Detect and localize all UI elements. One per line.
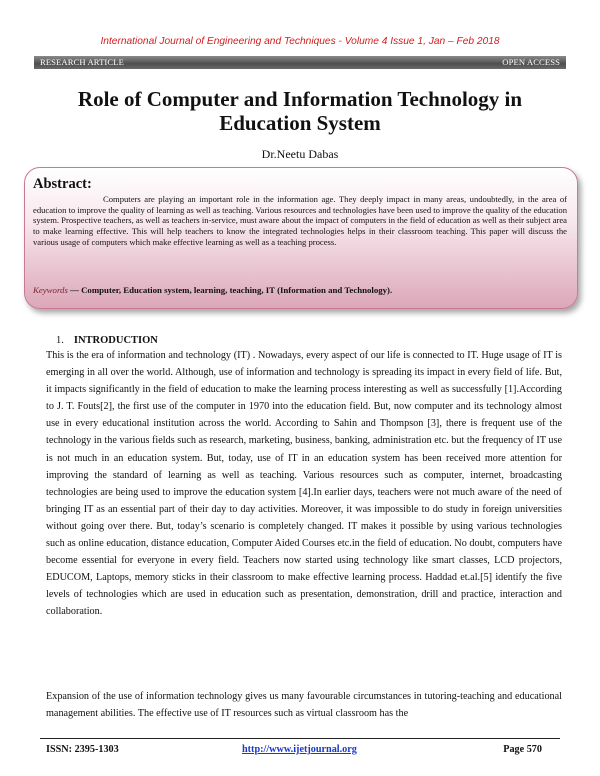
paper-title: Role of Computer and Information Technology in Education System — [77, 87, 523, 135]
keywords-text: Computer, Education system, learning, teaching, IT (Information and Technology). — [81, 285, 393, 295]
abstract-text: Computers are playing an important role in the information age. They deeply impact in many areas, undoubtedly, in the area of education to improve the quality of learning as well as teaching. Various resources and technologies have been used to improve the quality of the education system. Prospective teachers, as well as teachers in-service, must aware about the impact of computers in the field of education as well as their subject area to make learning effective. This will help teachers to know the integrated technologies helps in their classroom teaching. This paper will discuss the various usage of computers which make effective learning as well as a teaching process. — [33, 194, 567, 247]
journal-header: International Journal of Engineering and Techniques - Volume 4 Issue 1, Jan – Feb 2018 — [100, 36, 500, 47]
footer-journal-link[interactable]: http://www.ijetjournal.org — [242, 744, 357, 755]
author-name: Dr.Neetu Dabas — [261, 147, 339, 161]
abstract-heading: Abstract: — [33, 176, 92, 192]
article-type-bar — [34, 56, 566, 69]
body-paragraph: This is the era of information and technology (IT) . Nowadays, every aspect of our life is connected to IT. Huge usage of IT is emerging in all over the world. Although, use of information and technology is spreading its impact in every field of life. But, it impacts significantly in the field of education to make the learning process interesting as well as successfully [1].According to J. T. Fouts[2], the first use of the computer in 1970 into the education field. But, now computer and its technology almost use in every educational institution across the world. According to Sahin and Thompson [3], there is frequent use of the technology in the various fields such as research, marketing, business, banking, administration etc. but the frequency of IT use is not much in an education system. But, today, use of IT in an education system has been received more attention for improving the standard of learning as well as teaching. Various resources such as computer, internet, broadcasting technologies are being used to improve the education system [4].In earlier days, teachers were not much aware of the need of bringing IT as an essential part of their day to day activities. Moreover, it was impossible to do study in foreign universities without going over there. But, today’s scenario is completely changed. IT makes it possible by using various technologies such as online education, distance education, Computer Aided Courses etc.in the field of education. No doubt, computers have become essential for everyone in every field. Teachers now started using technology like smart classes, LCD projectors, EDUCOM, Laptops, memory sticks in their classroom to make effective learning process. Haddad et.al.[5] identify the five levels of technologies which are used in education such as presentation, demonstration, drill and practice, interaction and collaboration. — [46, 350, 562, 618]
footer-page-number: Page 570 — [503, 744, 542, 755]
keywords-dash: — — [67, 285, 82, 295]
footer-divider — [40, 738, 560, 739]
keywords-label: Keywords — [33, 285, 68, 295]
body-paragraph: Expansion of the use of information technology gives us many favourable circumstances in tutoring-teaching and educational management abilities. The effective use of IT resources such as virtual classroom has the — [46, 691, 562, 720]
keywords-line — [33, 285, 573, 295]
section-title: INTRODUCTION — [73, 335, 158, 346]
footer-issn: ISSN: 2395-1303 — [46, 744, 119, 755]
article-type-label: RESEARCH ARTICLE — [40, 57, 124, 67]
abstract-box — [24, 167, 578, 309]
section-heading-introduction — [56, 335, 158, 346]
section-number: 1. — [56, 335, 64, 346]
access-label: OPEN ACCESS — [502, 57, 560, 67]
